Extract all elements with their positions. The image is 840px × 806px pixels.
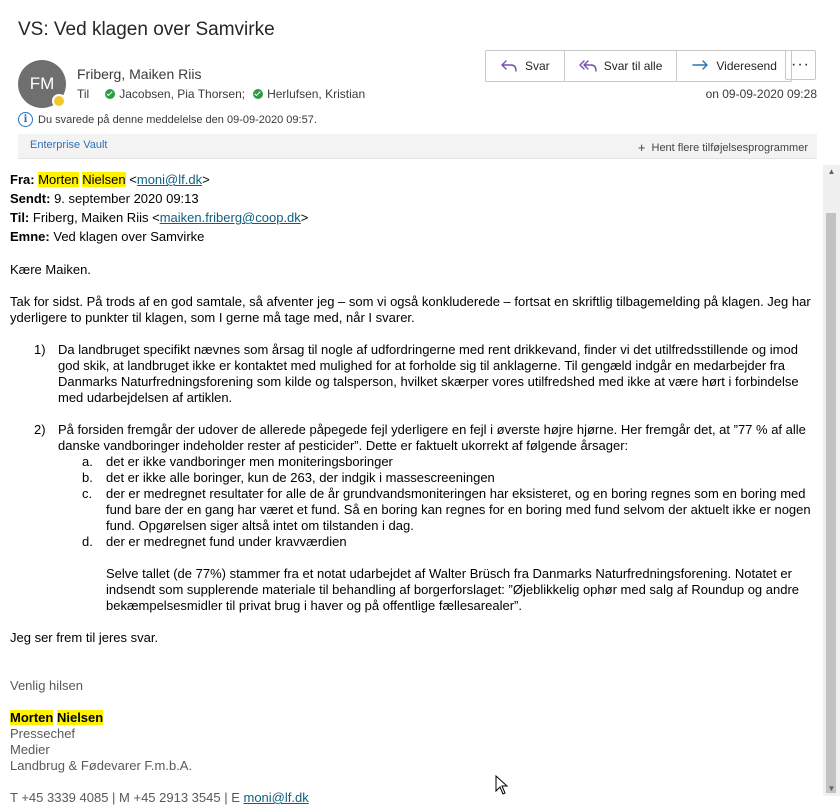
message-body (10, 172, 818, 806)
sent-value: 9. september 2020 09:13 (54, 191, 199, 206)
to-label: Til (77, 87, 90, 101)
scrollbar-thumb[interactable] (826, 213, 836, 793)
sub-letter: d. (82, 534, 93, 549)
forward-icon (691, 59, 709, 73)
list-item (10, 422, 818, 614)
reply-button[interactable] (486, 51, 565, 81)
info-bar (18, 112, 317, 127)
addin-bar (18, 134, 817, 159)
message-date: on 09-09-2020 09:28 (705, 87, 817, 101)
reply-all-label: Svar til alle (603, 59, 663, 73)
scroll-up-icon[interactable]: ▲ (827, 167, 836, 176)
recipient[interactable]: Jacobsen, Pia Thorsen; (119, 87, 246, 101)
list-text: På forsiden fremgår der udover de allerede påpegede fejl yderligere en fejl i øverste højre hjørne. Her fremgår det, at ”77 % af alle danske vandboringer indeholder rester af pesticider”. Dette er faktuelt ukorrekt af følgende årsager: (58, 422, 806, 453)
vertical-scrollbar[interactable] (823, 165, 840, 796)
to-email-link[interactable]: maiken.friberg@coop.dk (159, 210, 301, 225)
presence-available-icon (105, 89, 115, 99)
sub-text: der er medregnet fund under kravværdien (106, 534, 347, 549)
sub-text: det er ikke alle boringer, kun de 263, der indgik i massescreeningen (106, 470, 495, 485)
enterprise-vault-link[interactable]: Enterprise Vault (30, 139, 108, 151)
mouse-cursor-icon (495, 775, 509, 796)
reply-icon (500, 59, 518, 73)
to-bracket-close: > (300, 210, 309, 225)
to-line (10, 210, 818, 226)
sent-label: Sendt: (10, 191, 51, 206)
from-line (10, 172, 818, 188)
to-label: Til: (10, 210, 30, 225)
signature-first-name: Morten (10, 710, 54, 725)
regards: Venlig hilsen (10, 678, 83, 693)
from-label: Fra: (10, 172, 35, 187)
avatar-initials: FM (29, 74, 55, 93)
from-bracket-close: > (202, 172, 210, 187)
quote-paragraph: Selve tallet (de 77%) stammer fra et notat udarbejdet af Walter Brüsch fra Danmarks Naturfredningsforening. Notatet er indsendt som supplerende materiale til behandling af borgerforslaget: ”Øjeblikkelig ophør med salg af Roundup og andre bekæmpelsesmidler til privat brug i haver og på offentlige fællesarealer”. (106, 566, 800, 613)
from-last-name: Nielsen (82, 172, 126, 187)
signature-phones: T +45 3339 4085 | M +45 2913 3545 | E (10, 790, 240, 805)
message-header (0, 0, 840, 164)
intro-paragraph: Tak for sidst. På trods af en god samtale, så afventer jeg – som vi også konkluderede – fortsat en skriftlig tilbagemelding på klagen. Jeg har yderligere to punkter til klagen, som I gerne må tage med, når I svarer. (10, 294, 811, 325)
reply-all-button[interactable] (565, 51, 678, 81)
sub-list-item (58, 454, 818, 470)
reply-actions (485, 50, 792, 82)
sub-list-item (58, 534, 818, 550)
reply-all-icon (579, 59, 597, 73)
sub-letter: c. (82, 486, 93, 501)
presence-away-icon (52, 94, 66, 108)
message-subject: VS: Ved klagen over Samvirke (18, 19, 275, 40)
more-icon: ··· (791, 56, 810, 73)
signature-organization: Landbrug & Fødevarer F.m.b.A. (10, 758, 193, 773)
sub-text: der er medregnet resultater for alle de år grundvandsmoniteringen har eksisteret, og en boring regnes som en boring med fund bare der en gang har været et fund. Så en boring kan regnes for en boring med fund selvom der aktuelt ikke er nogen fund. Opgørelsen siger altså intet om tilstanden i dag. (106, 486, 811, 533)
to-name: Friberg, Maiken Riis < (32, 210, 160, 225)
forwarded-header (10, 172, 818, 245)
from-first-name: Morten (38, 172, 79, 187)
forward-button[interactable] (677, 51, 791, 81)
sub-letter: a. (82, 454, 93, 469)
recipient[interactable]: Herlufsen, Kristian (267, 87, 366, 101)
list-number: 1) (34, 342, 46, 357)
subject-value: Ved klagen over Samvirke (53, 229, 205, 244)
presence-available-icon (253, 89, 263, 99)
info-icon: i (18, 112, 33, 127)
list-item (10, 342, 818, 406)
signature-contact (10, 790, 818, 806)
signature-email-link[interactable]: moni@lf.dk (243, 790, 309, 805)
sub-text: det er ikke vandboringer men moniteringsboringer (106, 454, 393, 469)
greeting: Kære Maiken. (10, 262, 91, 277)
list-text: Da landbruget specifikt nævnes som årsag til nogle af udfordringerne med rent drikkevand, finder vi det utilfredsstillende og imod god skik, at landbruget ikke er kontaktet med mulighed for at forholde sig til anklagerne. Til gengæld indgår en medarbejder fra Danmarks Naturfredningsforening som kilde og talsperson, hvilket skærper vores utilfredshed med ikke at være hørt i forbindelse med udarbejdelsen af artiklen. (58, 342, 799, 405)
scroll-down-icon[interactable]: ▼ (827, 784, 836, 793)
list-number: 2) (34, 422, 46, 437)
subject-label: Emne: (10, 229, 50, 244)
sub-letter: b. (82, 470, 93, 485)
signature-name (10, 710, 818, 726)
get-addins-label: Hent flere tilføjelsesprogrammer (651, 142, 808, 154)
subject-line (10, 229, 818, 245)
closing-line: Jeg ser frem til jeres svar. (10, 630, 159, 645)
signature-department: Medier (10, 742, 50, 757)
reply-label: Svar (525, 59, 550, 73)
from-bracket-open: < (129, 172, 137, 187)
from-email-link[interactable]: moni@lf.dk (136, 172, 203, 187)
sub-list-item (58, 470, 818, 486)
signature-last-name: Nielsen (56, 710, 104, 725)
recipients-line (77, 87, 365, 101)
info-text: Du svarede på denne meddelelse den 09-09-2020 09:57. (38, 113, 317, 126)
more-actions-button[interactable] (785, 50, 816, 80)
plus-icon: + (637, 140, 646, 155)
sender-name[interactable]: Friberg, Maiken Riis (77, 66, 202, 82)
sub-list-item (58, 486, 818, 534)
forward-label: Videresend (716, 59, 777, 73)
get-addins-button[interactable] (638, 139, 808, 154)
sent-line (10, 191, 818, 207)
signature-title: Pressechef (10, 726, 76, 741)
